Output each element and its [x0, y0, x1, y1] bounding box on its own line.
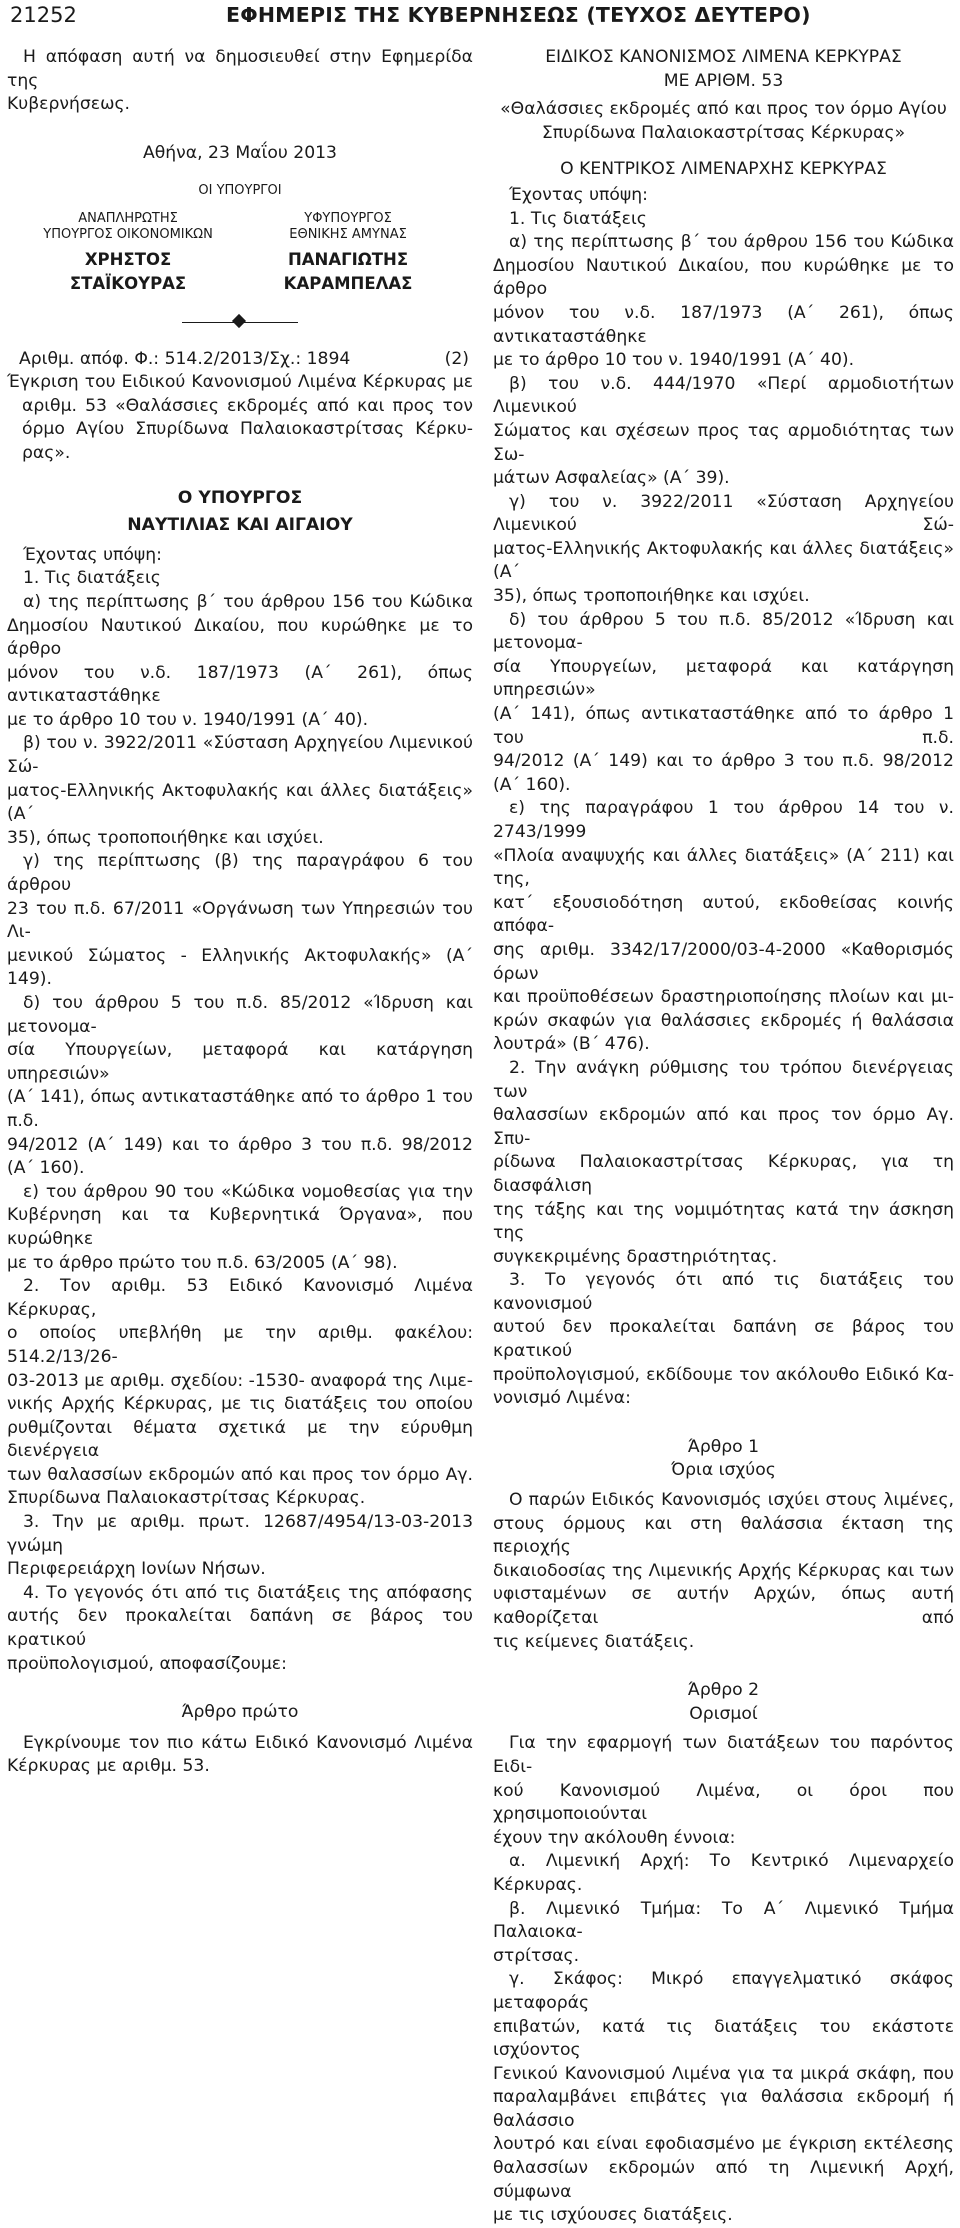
article-1-subtitle: Όρια ισχύος — [671, 1460, 776, 1481]
body-line: γ) της περίπτωσης (β) της παραγράφου 6 του άρθρου — [7, 851, 473, 896]
signature-block — [29, 211, 227, 295]
body-line: ρίδωνα Παλαιοκαστρίτσας Κέρκυρας, για τη διασφάλιση — [493, 1152, 954, 1196]
minister-title: Ο ΥΠΟΥΡΓΟΣ — [177, 487, 303, 508]
separator-ornament — [182, 316, 298, 330]
body-line: κρών σκαφών για θαλάσσιες εκδρομές ή θαλάσσια — [493, 1010, 954, 1031]
decision-title-line: αριθμ. 53 «Θαλάσσιες εκδρομές από και προς τον — [22, 395, 473, 416]
body-line: Γενικού Κανονισμού Λιμένα για τα μικρά σκάφη, που — [493, 2063, 954, 2084]
body-line: σης αριθμ. 3342/17/2000/03-4-2000 «Καθορισμός όρων — [493, 939, 954, 984]
gazette-title: ΕΦΗΜΕΡΙΣ ΤΗΣ ΚΥΒΕΡΝΗΣΕΩΣ (ΤΕΥΧΟΣ ΔΕΥΤΕΡΟ) — [226, 3, 811, 27]
decision-marker: (2) — [444, 348, 469, 369]
page-header — [10, 0, 950, 34]
body-line: με τις ισχύουσες διατάξεις. — [493, 2205, 733, 2226]
body-line: στους όρμους και στη θαλάσσια έκταση της περιοχής — [493, 1513, 954, 1558]
body-line: ε) της παραγράφου 1 του άρθρου 14 του ν. 2743/1999 — [493, 798, 954, 842]
body-line: σία Υπουργείων, μεταφορά και κατάργηση υπηρεσιών» — [7, 1040, 473, 1084]
regulation-title: ΕΙΔΙΚΟΣ ΚΑΝΟΝΙΣΜΟΣ ΛΙΜΕΝΑ ΚΕΡΚΥΡΑΣ — [545, 47, 902, 67]
right-body — [493, 184, 954, 1411]
body-line: γ. Σκάφος: Μικρό επαγγελματικό σκάφος μεταφοράς — [493, 1969, 954, 2013]
body-line: β) του ν. 3922/2011 «Σύσταση Αρχηγείου Λιμενικού Σώ- — [7, 733, 473, 778]
body-line: Έχοντας υπόψη: — [23, 544, 162, 565]
decision-title-line: Έγκριση του Ειδικού Κανονισμού Λιμένα Κέρκυρας με — [7, 372, 473, 393]
regulation-subtitle: Σπυρίδωνα Παλαιοκαστρίτσας Κέρκυρας» — [541, 122, 906, 143]
body-line: με το άρθρο 10 του ν. 1940/1991 (Α΄ 40). — [493, 350, 855, 371]
body-line: 3. Την με αριθμ. πρωτ. 12687/4954/13-03-2013 γνώμη — [7, 1512, 473, 1556]
article-2-subtitle: Ορισμοί — [689, 1703, 758, 1724]
body-line: γ) του ν. 3922/2011 «Σύσταση Αρχηγείου Λιμενικού Σώ- — [493, 491, 954, 536]
body-line: προϋπολογισμού, αποφασίζουμε: — [7, 1653, 287, 1674]
body-line: δ) του άρθρου 5 του π.δ. 85/2012 «Ίδρυση και μετονομα- — [7, 993, 473, 1037]
body-line: (Α΄ 141), όπως αντικαταστάθηκε από το άρθρο 1 του π.δ. — [493, 704, 954, 748]
body-line: 03-2013 με αριθμ. σχεδίου: -1530- αναφορά της Λιμε- — [7, 1370, 473, 1391]
body-line: στρίτσας. — [493, 1945, 580, 1966]
signature-role: ΕΘΝΙΚΗΣ ΑΜΥΝΑΣ — [289, 227, 407, 243]
body-line: Σπυρίδωνα Παλαιοκαστρίτσας Κέρκυρας. — [7, 1488, 366, 1509]
intro-line: Κυβερνήσεως. — [7, 94, 131, 115]
signature-role: ΑΝΑΠΛΗΡΩΤΗΣ — [78, 211, 178, 227]
body-line: κατ΄ εξουσιοδότηση αυτού, εκδοθείσας κοινής απόφα- — [493, 892, 954, 937]
body-line: νικής Αρχής Κέρκυρας, με τις διατάξεις του οποίου — [7, 1394, 473, 1415]
body-line: ο οποίος υπεβλήθη με την αριθμ. φακέλου: 514.2/13/26- — [7, 1323, 473, 1367]
body-line: 4. Το γεγονός ότι από τις διατάξεις της απόφασης — [23, 1582, 473, 1603]
body-line: μόνον του ν.δ. 187/1973 (Α΄ 261), όπως αντικαταστάθηκε — [7, 662, 473, 707]
body-line: με το άρθρο πρώτο του π.δ. 63/2005 (Α΄ 98). — [7, 1252, 398, 1273]
body-line: αυτής δεν προκαλείται δαπάνη σε βάρος του κρατικού — [7, 1606, 473, 1651]
diamond-icon — [232, 313, 246, 327]
body-line: Σώματος και σχέσεων προς τας αρμοδιότητας των Σω- — [493, 420, 954, 465]
body-line: ματος-Ελληνικής Ακτοφυλακής και άλλες διατάξεις» (Α΄ — [7, 780, 473, 825]
body-line: Για την εφαρμογή των διατάξεων του παρόντος Ειδι- — [493, 1733, 954, 1777]
body-line: Ο παρών Ειδικός Κανονισμός ισχύει στους λιμένες, — [509, 1490, 954, 1511]
body-line: (Α΄ 141), όπως αντικαταστάθηκε από το άρθρο 1 του π.δ. — [7, 1087, 473, 1131]
body-line: 94/2012 (Α΄ 149) και το άρθρο 3 του π.δ. 98/2012 (Α΄ 160). — [493, 751, 954, 795]
body-line: Κυβέρνηση και τα Κυβερνητικά Όργανα», που κυρώθηκε — [7, 1205, 473, 1249]
signature-name: ΧΡΗΣΤΟΣ ΣΤΑΪΚΟΥΡΑΣ — [69, 250, 187, 293]
regulation-title: ΜΕ ΑΡΙΘΜ. 53 — [663, 70, 784, 91]
article-2-body — [493, 1732, 954, 2227]
body-line: Δημοσίου Ναυτικού Δικαίου, που κυρώθηκε με το άρθρο — [7, 615, 473, 660]
decision-number: Αριθμ. απόφ. Φ.: 514.2/2013/Σχ.: 1894 — [19, 348, 351, 369]
signature-role: ΥΠΟΥΡΓΟΣ ΟΙΚΟΝΟΜΙΚΩΝ — [43, 227, 213, 243]
minister-title: ΝΑΥΤΙΛΙΑΣ ΚΑΙ ΑΙΓΑΙΟΥ — [127, 515, 353, 536]
right-column — [493, 46, 954, 2228]
body-line: 1. Τις διατάξεις — [23, 568, 161, 589]
body-line: επιβατών, κατά τις διατάξεις του εκάστοτε ισχύοντος — [493, 2016, 954, 2061]
body-line: θαλασσίων εκδρομών από και προς τον όρμο Αγ. Σπυ- — [493, 1105, 954, 1149]
body-line: 23 του π.δ. 67/2011 «Οργάνωση των Υπηρεσιών του Λι- — [7, 898, 473, 943]
article-1-title: Άρθρο 1 — [687, 1436, 760, 1457]
body-line: 3. Το γεγονός ότι από τις διατάξεις του κανονισμού — [493, 1270, 954, 1314]
body-line: έχουν την ακόλουθη έννοια: — [493, 1827, 736, 1848]
body-line: προϋπολογισμού, εκδίδουμε τον ακόλουθο Ειδικό Κα- — [493, 1364, 954, 1385]
article-1-body — [493, 1489, 954, 1654]
body-line: 2. Την ανάγκη ρύθμισης του τρόπου διενέργειας των — [493, 1057, 954, 1102]
approval-line: Εγκρίνουμε τον πιο κάτω Ειδικό Κανονισμό Λιμένα — [23, 1732, 473, 1753]
body-line: β. Λιμενικό Τμήμα: Το Α΄ Λιμενικό Τμήμα Παλαιοκα- — [493, 1898, 954, 1943]
signature-name: ΠΑΝΑΓΙΩΤΗΣ ΚΑΡΑΜΠΕΛΑΣ — [283, 250, 413, 293]
ministers-label: ΟΙ ΥΠΟΥΡΓΟΙ — [198, 183, 282, 199]
body-line: ματος-Ελληνικής Ακτοφυλακής και άλλες διατάξεις» (Α΄ — [493, 538, 954, 583]
body-line: α) της περίπτωσης β΄ του άρθρου 156 του Κώδικα — [23, 591, 473, 612]
body-line: τις κείμενες διατάξεις. — [493, 1631, 695, 1652]
body-line: ε) του άρθρου 90 του «Κώδικα νομοθεσίας για την — [23, 1181, 473, 1202]
body-line: νονισμό Λιμένα: — [493, 1388, 631, 1409]
body-line: παραλαμβάνει επιβάτες για θαλάσσια εκδρομή ή θαλάσσιο — [493, 2087, 954, 2131]
body-line: των θαλασσίων εκδρομών από και προς τον όρμο Αγ. — [7, 1464, 473, 1485]
body-line: συγκεκριμένης δραστηριότητας. — [493, 1246, 778, 1267]
approval-line: Κέρκυρας με αριθμ. 53. — [7, 1756, 210, 1777]
body-line: αυτού δεν προκαλείται δαπάνη σε βάρος του κρατικού — [493, 1317, 954, 1362]
signatures — [7, 211, 473, 295]
decision-title-line: ρας». — [22, 442, 71, 463]
body-line: Έχοντας υπόψη: — [509, 184, 648, 205]
body-line: κού Κανονισμού Λιμένα, οι όροι που χρησιμοποιούνται — [493, 1780, 954, 1825]
body-line: μόνον του ν.δ. 187/1973 (Α΄ 261), όπως αντικαταστάθηκε — [493, 302, 954, 347]
left-body — [7, 544, 473, 1677]
body-line: λουτρό και είναι εφοδιασμένο με έγκριση εκτέλεσης — [493, 2134, 954, 2155]
body-line: Περιφερειάρχη Ιονίων Νήσων. — [7, 1559, 266, 1580]
body-line: με το άρθρο 10 του ν. 1940/1991 (Α΄ 40). — [7, 709, 369, 730]
signing-date: Αθήνα, 23 Μαΐου 2013 — [143, 142, 337, 163]
body-line: μενικού Σώματος - Ελληνικής Ακτοφυλακής» (Α΄ 149). — [7, 945, 473, 990]
signature-block — [227, 211, 469, 295]
regulation-subtitle: «Θαλάσσιες εκδρομές από και προς τον όρμο Αγίου — [500, 99, 947, 120]
body-line: δικαιοδοσίας της Λιμενικής Αρχής Κέρκυρας και των — [493, 1560, 954, 1581]
article-title: Άρθρο πρώτο — [181, 1702, 299, 1723]
body-line: λουτρά» (Β΄ 476). — [493, 1034, 650, 1055]
body-line: 2. Τον αριθμ. 53 Ειδικό Κανονισμό Λιμένα Κέρκυρας, — [7, 1276, 473, 1320]
page-number: 21252 — [10, 3, 77, 27]
body-line: σία Υπουργείων, μεταφορά και κατάργηση υπηρεσιών» — [493, 656, 954, 701]
body-line: 1. Τις διατάξεις — [509, 208, 647, 229]
decision-title-line: όρμο Αγίου Σπυρίδωνα Παλαιοκαστρίτσας Κέρκυ- — [22, 419, 473, 440]
body-line: β) του ν.δ. 444/1970 «Περί αρμοδιοτήτων Λιμενικού — [493, 373, 954, 418]
body-line: μάτων Ασφαλείας» (Α΄ 39). — [493, 468, 730, 489]
article-2-title: Άρθρο 2 — [687, 1680, 760, 1701]
body-line: υφισταμένων σε αυτήν Αρχών, όπως αυτή καθορίζεται από — [493, 1584, 954, 1628]
decision-number-row — [7, 348, 473, 372]
intro-line: Η απόφαση αυτή να δημοσιευθεί στην Εφημερίδα της — [7, 47, 473, 91]
body-line: Δημοσίου Ναυτικού Δικαίου, που κυρώθηκε με το άρθρο — [493, 255, 954, 300]
body-line: δ) του άρθρου 5 του π.δ. 85/2012 «Ίδρυση και μετονομα- — [493, 609, 954, 654]
body-line: α) της περίπτωσης β΄ του άρθρου 156 του Κώδικα — [509, 232, 954, 253]
body-line: 35), όπως τροποποιήθηκε και ισχύει. — [493, 586, 810, 607]
body-line: α. Λιμενική Αρχή: Το Κεντρικό Λιμεναρχείο Κέρκυρας. — [493, 1851, 954, 1895]
issuing-authority: Ο ΚΕΝΤΡΙΚΟΣ ΛΙΜΕΝΑΡΧΗΣ ΚΕΡΚΥΡΑΣ — [560, 159, 887, 180]
signature-role: ΥΦΥΠΟΥΡΓΟΣ — [304, 211, 392, 227]
left-column — [7, 46, 473, 1779]
body-line: 35), όπως τροποποιήθηκε και ισχύει. — [7, 827, 324, 848]
body-line: και προϋποθέσεων δραστηριοποίησης πλοίων και μι- — [493, 987, 954, 1008]
body-line: ρυθμίζονται θέματα σχετικά με την εύρυθμη διενέργεια — [7, 1417, 473, 1462]
body-line: «Πλοία αναψυχής και άλλες διατάξεις» (Α΄ 211) και της, — [493, 845, 954, 890]
body-line: της τάξης και της νομιμότητας κατά την άσκηση της — [493, 1199, 954, 1244]
body-line: θαλασσίων εκδρομών από τη Λιμενική Αρχή, σύμφωνα — [493, 2158, 954, 2202]
body-line: 94/2012 (Α΄ 149) και το άρθρο 3 του π.δ. 98/2012 (Α΄ 160). — [7, 1134, 473, 1179]
